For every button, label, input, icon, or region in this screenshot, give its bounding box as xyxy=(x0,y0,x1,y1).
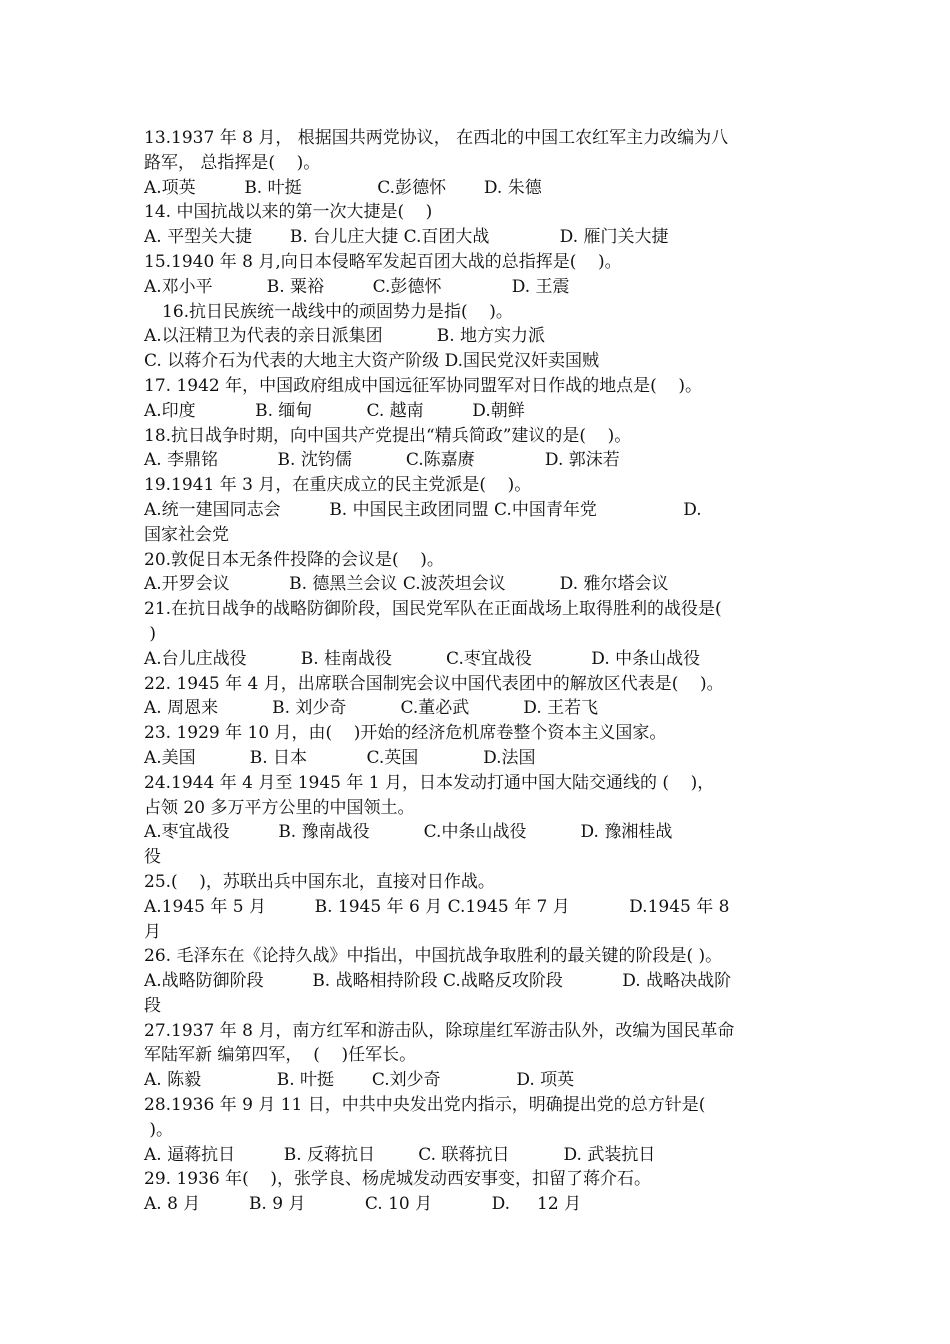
question-list xyxy=(144,126,808,1217)
text-line: A.统一建国同志会 B. 中国民主政团同盟 C.中国青年党 D. xyxy=(144,499,702,520)
text-line: 月 xyxy=(144,921,161,942)
text-line: 役 xyxy=(144,847,161,868)
text-line: A.项英 B. 叶挺 C.彭德怀 D. 朱德 xyxy=(144,177,542,198)
text-line: A. 平型关大捷 B. 台儿庄大捷 C.百团大战 D. 雁门关大捷 xyxy=(144,227,669,248)
text-line: 28.1936 年 9 月 11 日，中共中央发出党内指示，明确提出党的总方针是( xyxy=(144,1095,706,1116)
text-line: 25.( )，苏联出兵中国东北，直接对日作战。 xyxy=(144,871,495,892)
text-line: 24.1944 年 4 月至 1945 年 1 月，日本发动打通中国大陆交通线的 ( )， xyxy=(144,772,715,793)
text-line: 26. 毛泽东在《论持久战》中指出，中国抗战争取胜利的最关键的阶段是( )。 xyxy=(144,946,723,967)
text-line: C. 以蒋介石为代表的大地主大资产阶级 D.国民党汉奸卖国贼 xyxy=(144,351,600,372)
text-line: A.邓小平 B. 粟裕 C.彭德怀 D. 王震 xyxy=(144,276,570,297)
text-line: 21.在抗日战争的战略防御阶段，国民党军队在正面战场上取得胜利的战役是( xyxy=(144,599,722,620)
text-line: 20.敦促日本无条件投降的会议是( )。 xyxy=(144,549,444,570)
text-line: )。 xyxy=(144,1119,174,1140)
text-line: 段 xyxy=(144,995,161,1016)
text-line: A. 李鼎铭 B. 沈钧儒 C.陈嘉赓 D. 郭沫若 xyxy=(144,450,620,471)
text-line: A.台儿庄战役 B. 桂南战役 C.枣宜战役 D. 中条山战役 xyxy=(144,648,701,669)
text-line: 占领 20 多万平方公里的中国领土。 xyxy=(144,797,415,818)
text-line: 17. 1942 年，中国政府组成中国远征军协同盟军对日作战的地点是( )。 xyxy=(144,375,702,396)
text-line: ) xyxy=(144,623,157,644)
text-line: 路军， 总指挥是( )。 xyxy=(144,152,321,173)
text-line: A. 陈毅 B. 叶挺 C.刘少奇 D. 项英 xyxy=(144,1070,575,1091)
text-line: 国家社会党 xyxy=(144,524,229,545)
text-line: A.开罗会议 B. 德黑兰会议 C.波茨坦会议 D. 雅尔塔会议 xyxy=(144,574,669,595)
text-line: 13.1937 年 8 月， 根据国共两党协议， 在西北的中国工农红军主力改编为八 xyxy=(144,128,729,148)
text-line: 19.1941 年 3 月，在重庆成立的民主党派是( )。 xyxy=(144,475,532,496)
text-line: 22. 1945 年 4 月，出席联合国制宪会议中国代表团中的解放区代表是( )。 xyxy=(144,673,724,694)
text-line: A. 周恩来 B. 刘少奇 C.董必武 D. 王若飞 xyxy=(144,698,599,719)
text-line: 29. 1936 年( )，张学良、杨虎城发动西安事变，扣留了蒋介石。 xyxy=(144,1169,651,1190)
text-line: 27.1937 年 8 月，南方红军和游击队，除琼崖红军游击队外，改编为国民革命 xyxy=(144,1020,735,1041)
text-line: A.战略防御阶段 B. 战略相持阶段 C.战略反攻阶段 D. 战略决战阶 xyxy=(144,971,732,992)
text-line: A.枣宜战役 B. 豫南战役 C.中条山战役 D. 豫湘桂战 xyxy=(144,822,673,843)
text-line: 15.1940 年 8 月,向日本侵略军发起百团大战的总指挥是( )。 xyxy=(144,251,622,272)
text-line: 23. 1929 年 10 月，由( )开始的经济危机席卷整个资本主义国家。 xyxy=(144,723,667,744)
text-line: A. 逼蒋抗日 B. 反蒋抗日 C. 联蒋抗日 D. 武装抗日 xyxy=(144,1144,656,1165)
text-line: A.以汪精卫为代表的亲日派集团 B. 地方实力派 xyxy=(144,326,546,347)
text-line: A.1945 年 5 月 B. 1945 年 6 月 C.1945 年 7 月 D.1945 年 8 xyxy=(144,896,730,917)
text-line: A. 8 月 B. 9 月 C. 10 月 D. 12 月 xyxy=(144,1194,582,1215)
text-line: A.美国 B. 日本 C.英国 D.法国 xyxy=(144,747,536,768)
text-line: 18.抗日战争时期，向中国共产党提出“精兵简政”建议的是( )。 xyxy=(144,425,632,446)
text-line: 军陆军新 编第四军， ( )任军长。 xyxy=(144,1045,417,1066)
text-line: 16.抗日民族统一战线中的顽固势力是指( )。 xyxy=(162,301,513,322)
text-line: 14. 中国抗战以来的第一次大捷是( ) xyxy=(144,202,433,223)
text-line: A.印度 B. 缅甸 C. 越南 D.朝鲜 xyxy=(144,400,525,421)
